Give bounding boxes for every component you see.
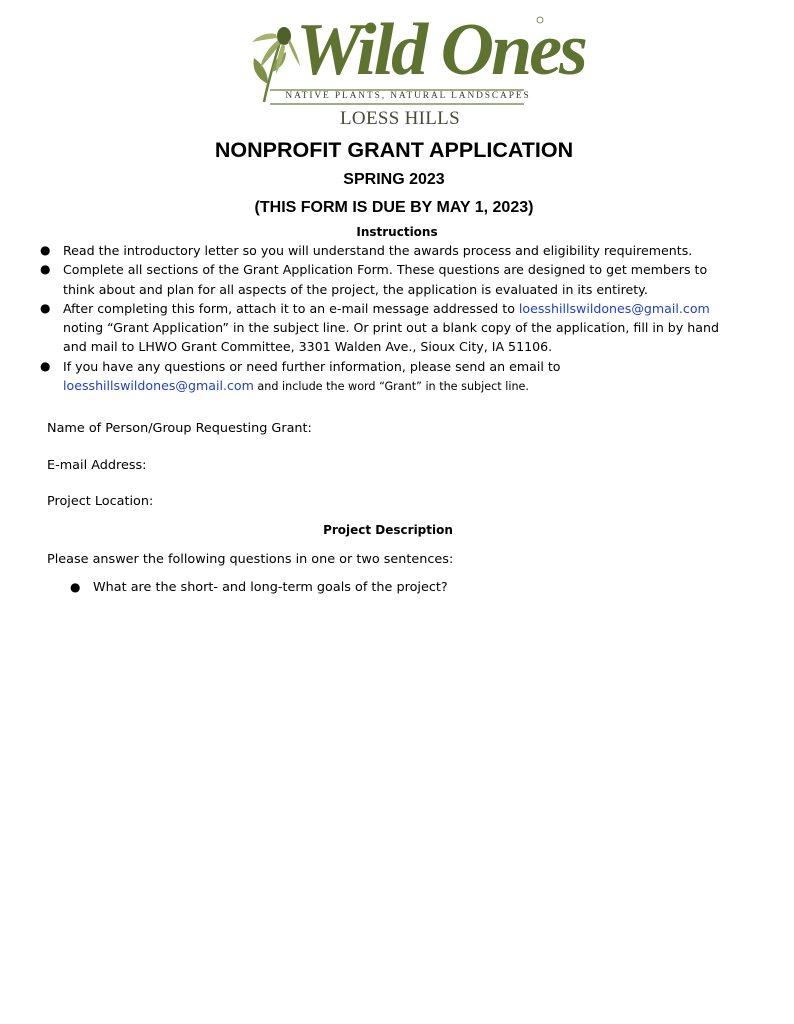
- location-field-label: Project Location:: [47, 494, 154, 509]
- list-item: [0, 260, 740, 299]
- list-item: [0, 357, 740, 397]
- instruction-text: and include the word “Grant” in the subject line.: [253, 380, 529, 394]
- instruction-text: Read the introductory letter so you will understand the awards process and eligibility requirements.: [63, 243, 693, 258]
- wild-ones-logo: [246, 2, 585, 130]
- bullet-icon: ●: [40, 243, 51, 257]
- email-link[interactable]: loesshillswildones@gmail.com: [63, 378, 254, 394]
- due-date-notice: (THIS FORM IS DUE BY MAY 1, 2023): [254, 199, 534, 216]
- bullet-icon: ●: [40, 300, 51, 315]
- instruction-text: Complete all sections of the Grant Application Form. These questions are designed to get members to think about and plan for all aspects of the project, the application is evaluated in its entirety.: [63, 262, 708, 297]
- bullet-icon: ●: [40, 262, 51, 277]
- bullet-icon: ●: [70, 580, 81, 594]
- question-goals: What are the short- and long-term goals of the project?: [93, 580, 448, 595]
- bullet-icon: ●: [40, 358, 51, 373]
- list-item: [0, 241, 740, 260]
- instruction-text: noting “Grant Application” in the subject line. Or print out a blank copy of the application, fill in by hand and mail to LHWO Grant Committee, 3301 Walden Ave., Sioux City, IA 51106.: [63, 320, 719, 355]
- instruction-text: If you have any questions or need further information, please send an email to: [63, 358, 561, 374]
- instructions-heading: Instructions: [356, 225, 438, 239]
- list-item: [0, 299, 740, 357]
- name-field-label: Name of Person/Group Requesting Grant:: [47, 421, 312, 436]
- brand-wordmark: Wild Ones: [296, 9, 585, 91]
- project-description-heading: Project Description: [323, 523, 453, 537]
- instructions-list: [0, 241, 740, 396]
- email-field-label: E-mail Address:: [47, 458, 147, 473]
- logo-region: LOESS HILLS: [340, 108, 460, 129]
- page-title: NONPROFIT GRANT APPLICATION: [214, 138, 574, 162]
- questions-prompt: Please answer the following questions in one or two sentences:: [47, 552, 454, 567]
- logo-tagline: NATIVE PLANTS, NATURAL LANDSCAPES: [285, 91, 531, 101]
- season-subtitle: SPRING 2023: [343, 171, 445, 188]
- email-link[interactable]: loesshillswildones@gmail.com: [518, 300, 710, 316]
- instruction-text: After completing this form, attach it to an e-mail message addressed to: [63, 300, 519, 316]
